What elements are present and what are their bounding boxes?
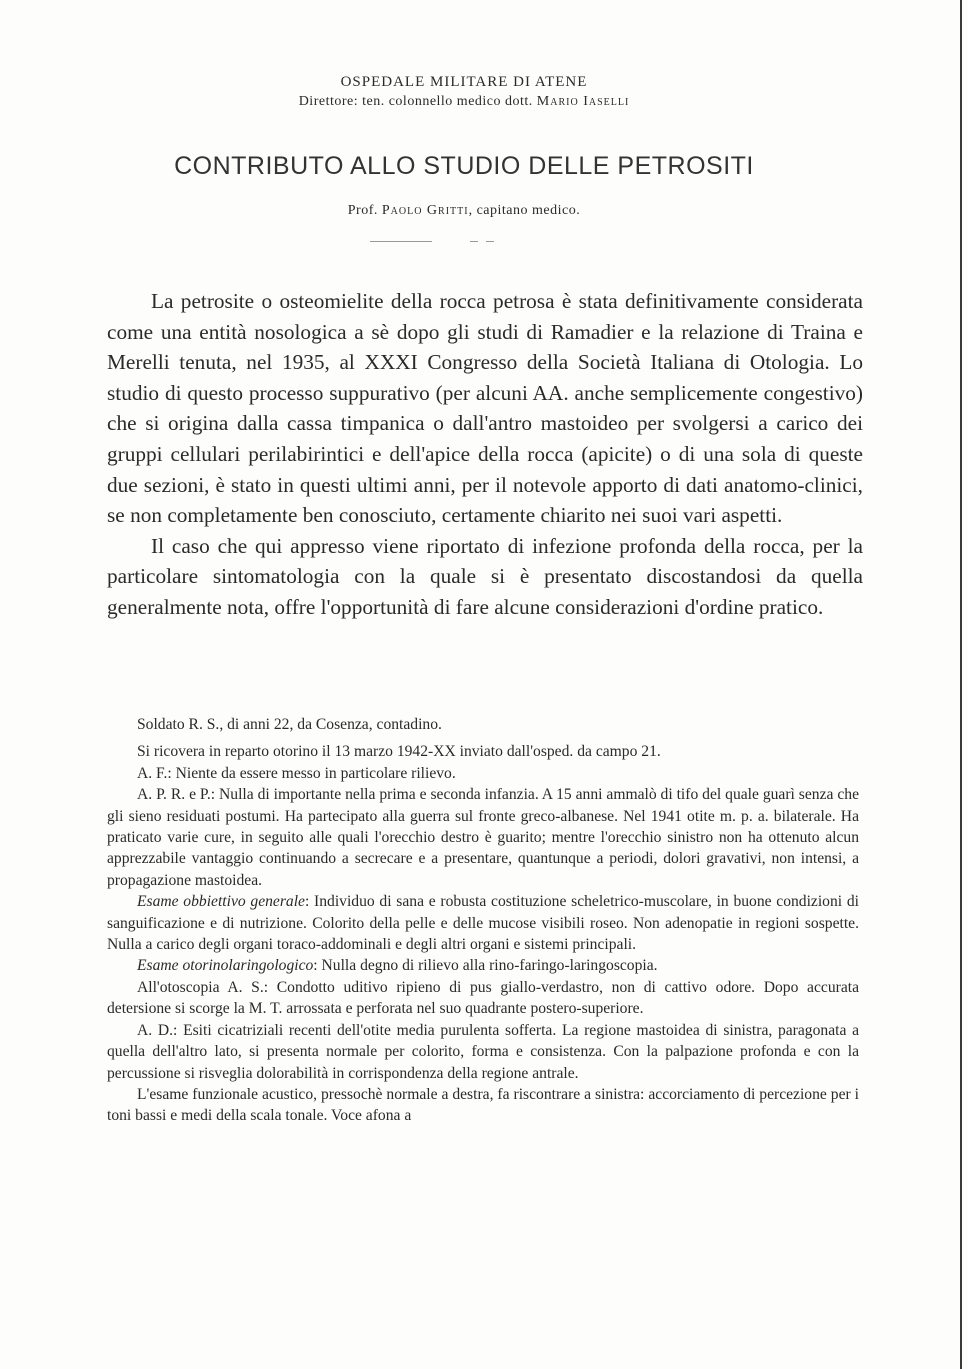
case-patient: Soldato R. S., di anni 22, da Cosenza, contadino. (137, 716, 442, 733)
case-right-ear: A. D.: Esiti cicatriziali recenti dell'otite media purulenta sofferta. La regione mastoidea di sinistra, paragonata a quella dell'altro lato, si presenta normale per colorito, forma e consistenza. Con la palpazione profonda e con la percussione si risveglia dolorabilità in corrispondenza della regione antrale. (107, 1021, 859, 1082)
case-general-exam (107, 891, 859, 955)
page-edge-line (960, 0, 962, 1369)
case-admission: Si ricovera in reparto otorino il 13 marzo 1942-XX inviato dall'osped. da campo 21. (137, 743, 661, 761)
case-acoustic-exam: L'esame funzionale acustico, pressochè normale a destra, fa riscontrare a sinistra: accorciamento di percezione per i toni bassi e medi della scala tonale. Voce afona a (107, 1085, 859, 1125)
orl-exam-label: Esame otorinolaringologico (137, 957, 314, 975)
intro-paragraph-2: Il caso che qui appresso viene riportato di infezione profonda della rocca, per la particolare sintomatologia con la quale si è presentato discostandosi da quella generalmente nota, offre l'opportunità di fare alcune considerazioni d'ordine pratico. (107, 533, 863, 619)
author-prefix: Prof. (347, 203, 378, 218)
article-title: CONTRIBUTO ALLO STUDIO DELLE PETROSITI (174, 152, 754, 180)
case-personal-history: A. P. R. e P.: Nulla di importante nella prima e seconda infanzia. A 15 anni ammalò di tifo del quale guarì senza che gli sieno residuati postumi. Ha partecipato alla guerra sul fronte greco-albanese. Nel 1941 otite m. p. a. bilaterale. Ha praticato varie cure, in seguito alle quali l'orecchio destro è guarito; mentre l'orecchio sinistro non ha ottenuto alcun apprezzabile vantaggio continuando a secrecare e a presentare, quantunque a periodi, dolori gravativi, non intensi, a propagazione mastoidea. (107, 786, 859, 889)
separator-dash-1 (470, 241, 478, 242)
case-orl-exam (107, 955, 859, 976)
case-family-history: A. F.: Niente da essere messo in particolare rilievo. (137, 764, 456, 782)
director-prefix: Direttore: ten. colonnello medico dott. (298, 94, 533, 109)
author-line (0, 203, 928, 219)
header (0, 72, 928, 112)
author-name: Paolo Gritti (381, 203, 469, 218)
director-name: Mario Iaselli (536, 94, 630, 109)
institution-name: OSPEDALE MILITARE DI ATENE (340, 74, 588, 90)
intro-text (107, 286, 863, 623)
author-suffix: , capitano medico. (468, 203, 581, 218)
separator-dash-2 (486, 241, 494, 242)
orl-exam-text: : Nulla degno di rilievo alla rino-faringo-laringoscopia. (313, 957, 658, 975)
case-otoscopy-left: All'otoscopia A. S.: Condotto uditivo ripieno di pus giallo-verdastro, non di cattivo odore. Dopo accurata detersione si scorge la M. T. arrossata e perforata nel suo quadrante postero-superiore. (107, 978, 859, 1018)
intro-paragraph-1: La petrosite o osteomielite della rocca petrosa è stata definitivamente considerata come una entità nosologica a sè dopo gli studi di Ramadier e la relazione di Traina e Merelli tenuta, nel 1935, al XXXI Congresso della Società Italiana di Otologia. Lo studio di questo processo suppurativo (per alcuni AA. anche semplicemente congestivo) che si origina dalla cassa timpanica o dall'antro mastoideo per svolgersi a carico dei gruppi cellulari perilabirintici e dell'apice della rocca (apicite) o di una sola di queste due sezioni, è stato in questi ultimi anni, per il notevole apporto di dati anatomo-clinici, se non completamente ben conosciuto, certamente chiarito nei suoi vari aspetti. (107, 289, 863, 528)
case-report (107, 714, 859, 1127)
director-line (0, 92, 928, 112)
separator-long (370, 241, 432, 242)
general-exam-label: Esame obbiettivo generale (137, 893, 305, 911)
general-exam-text: : Individuo di sana e robusta costituzione scheletrico-muscolare, in buone condizioni di sanguificazione e di nutrizione. Colorito della pelle e delle mucose visibili roseo. Non adenopatie in regioni sospette. Nulla a carico degli organi toraco-addominali e degli altri organi e sistemi principali. (107, 893, 859, 954)
